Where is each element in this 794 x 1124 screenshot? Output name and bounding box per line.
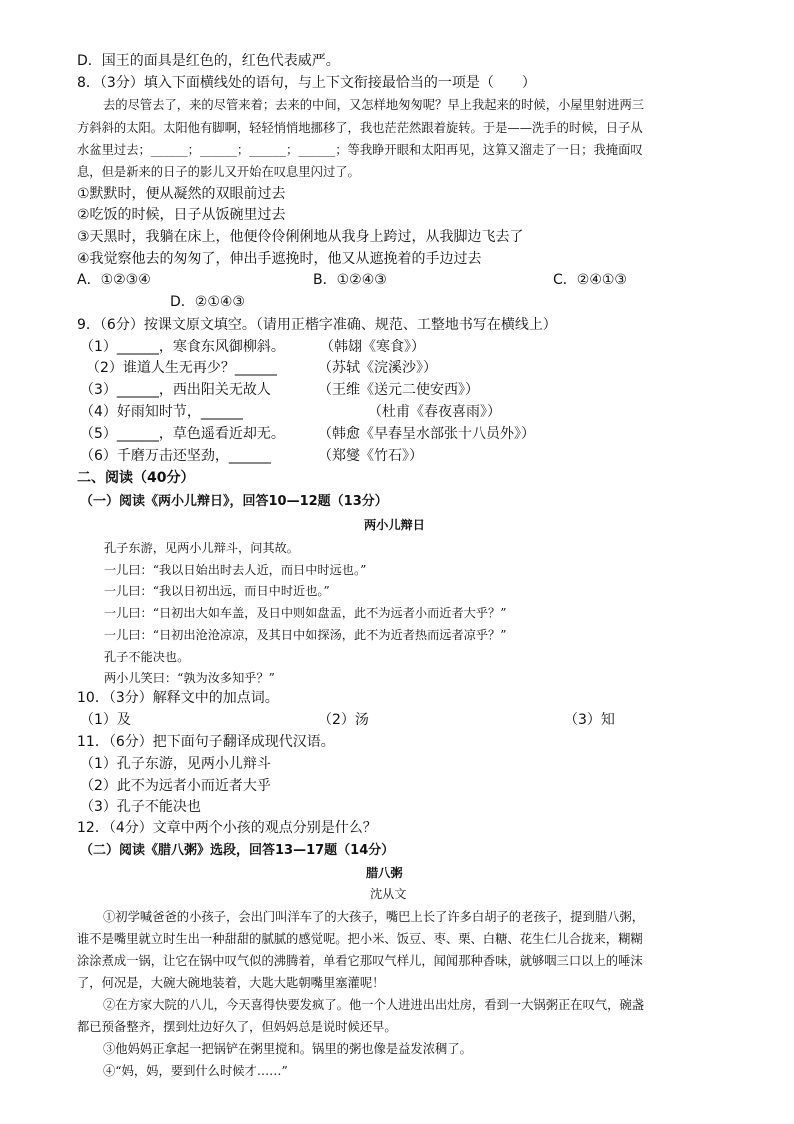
part2-heading: （二）阅读《腊八粥》选段，回答13—17题（14分） <box>80 843 395 858</box>
passage2-line: ②在方家大院的八儿，今天喜得快要发疯了。他一个人进进出出灶房，看到一大锅粥正在叹气，碗盏 <box>103 998 645 1012</box>
q12-stem: 12．（4分）文章中两个小孩的观点分别是什么？ <box>77 820 377 836</box>
q9-row-source: （杜甫《春夜喜雨》） <box>368 404 501 420</box>
q8-item: ④我觉察他去的匆匆了，伸出手遮挽时，他又从遮挽着的手边过去 <box>77 251 482 267</box>
q8-option-d[interactable]: D．②①④③ <box>170 294 245 310</box>
q8-passage-line: 方斜斜的太阳。太阳他有脚啊，轻轻悄悄地挪移了，我也茫茫然跟着旋转。于是——洗手的时候，日子从 <box>77 121 643 135</box>
q10-stem: 10．（3分）解释文中的加点词。 <box>77 690 279 706</box>
q9-row-left: （6）千磨万击还坚劲，______ <box>80 448 271 464</box>
q11-item: （3）孔子不能决也 <box>80 799 201 815</box>
q9-row-source: （韩愈《早春呈水部张十八员外》） <box>318 426 535 442</box>
passage-line: 一儿曰：“我以日始出时去人近，而日中时远也。” <box>104 563 367 577</box>
passage2-line: ④“妈，妈，要到什么时候才……” <box>103 1064 288 1078</box>
passage-title: 两小儿辩日 <box>364 518 425 532</box>
passage2-line: 都已预备整齐，摆到灶边好久了，但妈妈总是说时候还早。 <box>77 1020 397 1034</box>
q9-row-source: （郑燮《竹石》） <box>318 448 423 464</box>
q11-stem: 11．（6分）把下面句子翻译成现代汉语。 <box>77 734 335 750</box>
section-heading: 二、阅读（40分） <box>77 470 195 486</box>
q11-item: （2）此不为远者小而近者大乎 <box>80 778 271 794</box>
q9-stem: 9．（6分）按课文原文填空。（请用正楷字准确、规范、工整地书写在横线上） <box>77 317 557 333</box>
q9-row-left: （2）谁道人生无再少？______ <box>86 360 277 376</box>
passage2-line: 谁不是嘴里就立时生出一种甜甜的腻腻的感觉呢。把小米、饭豆、枣、栗、白糖、花生仁儿合拢来，糊糊 <box>77 932 643 946</box>
q9-row-left: （3）______，西出阳关无故人 <box>80 382 271 398</box>
passage-line: 孔子不能决也。 <box>104 650 190 664</box>
q9-row-source: （苏轼《浣溪沙》） <box>318 360 437 376</box>
q10-item: （3）知 <box>564 712 615 728</box>
q8-passage-line: 息，但是新来的日子的影儿又开始在叹息里闪过了。 <box>77 165 360 179</box>
q9-row-left: （4）好雨知时节，______ <box>80 404 243 420</box>
q8-item: ②吃饭的时候，日子从饭碗里过去 <box>77 207 286 223</box>
passage-line: 一儿曰：“日初出沧沧凉凉，及其日中如探汤，此不为近者热而远者凉乎？” <box>104 628 507 642</box>
q9-row-left: （1）______，寒食东风御柳斜。 <box>80 339 285 355</box>
q8-option-a[interactable]: A．①②③④ <box>77 272 151 288</box>
q11-item: （1）孔子东游，见两小儿辩斗 <box>80 756 271 772</box>
passage2-author: 沈从文 <box>370 887 407 901</box>
q8-passage-line: 去的尽管去了，来的尽管来着；去来的中间，又怎样地匆匆呢？早上我起来的时候，小屋里射进两三 <box>103 98 645 112</box>
q10-item: （2）汤 <box>318 712 369 728</box>
q8-item: ③天黑时，我躺在床上，他便伶伶俐俐地从我身上跨过，从我脚边飞去了 <box>77 229 524 245</box>
passage2-line: 了，何况是，大碗大碗地装着，大匙大匙朝嘴里塞灌呢！ <box>77 976 385 990</box>
q10-item: （1）及 <box>80 712 131 728</box>
q8-passage-line: 水盆里过去；______；______；______；______；等我睁开眼和太阳再见，这算又溜走了一日；我掩面叹 <box>77 143 643 157</box>
q7-option-d: D．国王的面具是红色的，红色代表威严。 <box>77 53 340 69</box>
q9-row-source: （韩翃《寒食》） <box>320 339 425 355</box>
passage-line: 孔子东游，见两小儿辩斗，问其故。 <box>104 541 299 555</box>
passage2-line: ①初学喊爸爸的小孩子，会出门叫洋车了的大孩子，嘴巴上长了许多白胡子的老孩子，提到腊八粥， <box>103 910 645 924</box>
passage-line: 两小儿笑曰：“孰为汝多知乎？” <box>104 671 275 685</box>
q8-option-c[interactable]: C．②④①③ <box>553 272 627 288</box>
q9-row-source: （王维《送元二使安西》） <box>318 382 479 398</box>
passage2-line: ③他妈妈正拿起一把锅铲在粥里搅和。锅里的粥也像是益发浓稠了。 <box>103 1042 472 1056</box>
passage-line: 一儿曰：“我以日初出远，而日中时近也。” <box>104 584 330 598</box>
passage2-line: 涂涂煮成一锅，让它在锅中叹气似的沸腾着，单看它那叹气样儿，闻闻那种香味，就够咽三口以上的唾沫 <box>77 954 643 968</box>
passage2-title: 腊八粥 <box>366 866 403 880</box>
q8-stem: 8．（3分）填入下面横线处的语句，与上下文衔接最恰当的一项是（ ） <box>77 75 536 91</box>
part1-heading: （一）阅读《两小儿辩日》，回答10—12题（13分） <box>80 494 388 509</box>
q8-option-b[interactable]: B．①②④③ <box>313 272 387 288</box>
q9-row-left: （5）______，草色遥看近却无。 <box>80 426 285 442</box>
q8-item: ①默默时，便从凝然的双眼前过去 <box>77 186 286 202</box>
passage-line: 一儿曰：“日初出大如车盖，及日中则如盘盂，此不为远者小而近者大乎？” <box>104 606 507 620</box>
